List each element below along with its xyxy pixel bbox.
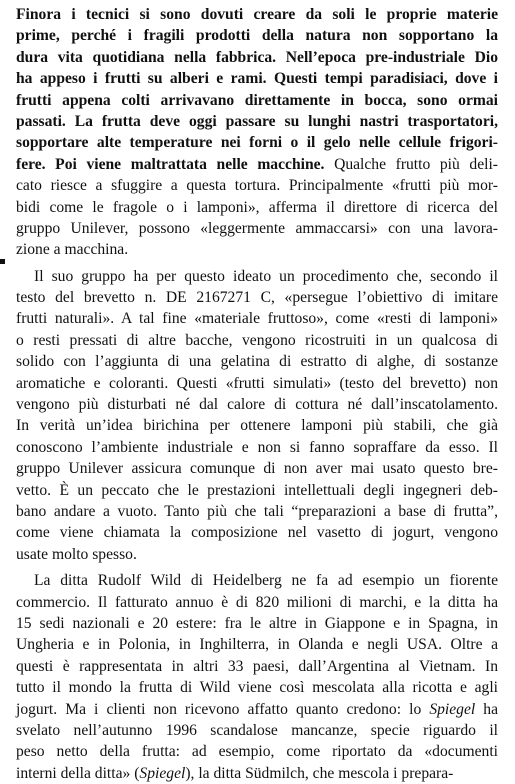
text-line [16, 522, 498, 543]
text-run: cato riesce a sfuggire a questa tortura. Principalmente «frutti più mor- [16, 177, 498, 195]
text-run: bano andare a vuoto. Tanto più che tali “preparazioni a base di frutta”, [16, 502, 498, 520]
text-line [16, 47, 498, 68]
bold-text: ha appeso i frutti su alberi e rami. Questi tempi paradisiaci, dove i [16, 70, 498, 88]
italic-text: Spiegel [139, 764, 186, 782]
text-line [16, 351, 498, 372]
text-run: ), la ditta Südmilch, che mescola i prepara- [185, 764, 454, 782]
text-line [16, 132, 498, 153]
text-run: questi è rappresentata in altri 33 paesi, dall’Argentina al Vietnam. In [16, 657, 498, 675]
text-run: aromatiche e coloranti. Questi «frutti simulati» (testo del brevetto) non [16, 374, 498, 392]
text-run: Il suo gruppo ha per questo ideato un procedimento che, secondo il [34, 267, 498, 285]
text-run: 15 sedi nazionali e 20 estere: fra le altre in Giappone e in Spagna, in [16, 614, 498, 632]
text-line [16, 415, 498, 436]
text-run: solido con l’aggiunta di una gelatina di estratto di alghe, di sostanze [16, 353, 498, 371]
text-run: In verità un’idea birichina per ottenere lamponi più stabili, che già [16, 417, 498, 435]
text-line [16, 613, 498, 634]
text-line [16, 175, 498, 196]
text-line [16, 458, 498, 479]
italic-text: Spiegel [429, 700, 476, 718]
text-line [16, 570, 498, 591]
text-run: Ungheria e in Polonia, in Inghilterra, in Olanda e negli USA. Oltre a [16, 636, 498, 654]
text-run: gruppo Unilever assicura comunque di non aver mai usato questo bre- [16, 460, 498, 478]
text-run: come viene chiamata la composizione nel vasetto di jogurt, vengono [16, 524, 498, 542]
text-line [16, 437, 498, 458]
text-line [16, 308, 498, 329]
text-line [16, 763, 498, 784]
text-run: conoscono l’ambiente industriale e non si fanno sopraffare da esso. Il [16, 438, 498, 456]
bold-text: fere. Poi viene maltrattata nelle macchine. [16, 155, 325, 173]
text-line [16, 287, 498, 308]
bold-text: frutti appena colti arrivavano direttamente in bocca, sono ormai [16, 91, 498, 109]
text-run: peso netto della frutta: ad esempio, come riportato da «documenti [16, 743, 498, 761]
paragraph [16, 4, 498, 261]
text-run: vetto. È un peccato che le prestazioni intellettuali degli ingegneri deb- [16, 481, 498, 499]
text-run: La ditta Rudolf Wild di Heidelberg ne fa ad esempio un fiorente [34, 572, 498, 590]
margin-mark [0, 259, 5, 264]
text-line [16, 677, 498, 698]
text-run: tutto il mondo la frutta di Wild viene così mescolata alla ricotta e agli [16, 679, 498, 697]
text-run: frutti naturali». A tal fine «materiale fruttoso», come «resti di lamponi» [16, 310, 498, 328]
bold-text: passati. La frutta deve oggi passare su lunghi nastri trasportatori, [16, 112, 498, 130]
text-line [16, 197, 498, 218]
text-line [16, 68, 498, 89]
text-run: usate molto spesso. [16, 545, 137, 563]
text-line [16, 218, 498, 239]
text-run: bidi come le fragole o i lamponi», afferma il direttore di ricerca del [16, 198, 498, 216]
text-line [16, 25, 498, 46]
text-run: testo del brevetto n. DE 2167271 C, «persegue l’obiettivo di imitare [16, 289, 498, 307]
text-line [16, 266, 498, 287]
text-line [16, 90, 498, 111]
text-line [16, 634, 498, 655]
text-line [16, 480, 498, 501]
text-run: jogurt. Ma i clienti non ricevono affatto quanto credono: lo [16, 700, 430, 718]
text-line [16, 330, 498, 351]
document-page [16, 4, 498, 784]
text-line [16, 4, 498, 25]
text-run: commercio. Il fatturato annuo è di 820 milioni di marchi, e la ditta ha [16, 593, 498, 611]
text-run: o resti pressati di altre bacche, vengono ricostruiti in un qualcosa di [16, 331, 498, 349]
bold-text: Finora i tecnici si sono dovuti creare da soli le proprie materie [16, 6, 498, 23]
text-line [16, 154, 498, 175]
bold-text: sopportare alte temperature nei forni o il gelo nelle cellule frigori- [16, 134, 498, 152]
text-run: interni della ditta» ( [16, 764, 140, 782]
bold-text: dura vita quotidiana nella fabbrica. Nell’epoca pre-industriale Dio [16, 48, 498, 66]
paragraph [16, 266, 498, 565]
text-line [16, 699, 498, 720]
text-line [16, 656, 498, 677]
text-run: ha [475, 700, 498, 718]
text-line [16, 394, 498, 415]
text-line [16, 592, 498, 613]
text-run: Qualche frutto più deli- [324, 155, 498, 173]
text-line [16, 741, 498, 762]
text-line [16, 111, 498, 132]
text-line [16, 501, 498, 522]
text-run: zione a macchina. [16, 241, 129, 259]
text-line [16, 544, 498, 565]
text-line [16, 720, 498, 741]
text-run: gruppo Unilever, possono «leggermente ammaccarsi» con una lavora- [16, 219, 498, 237]
paragraph [16, 570, 498, 784]
text-line [16, 373, 498, 394]
text-run: svelato nell’autunno 1996 scandalose mancanze, specie riguardo il [16, 721, 498, 739]
bold-text: prime, perché i fragili prodotti della natura non sopportano la [16, 27, 498, 45]
text-run: vengono più disturbati né dal calore di cottura né dall’inscatolamento. [16, 396, 498, 414]
text-line [16, 239, 498, 260]
